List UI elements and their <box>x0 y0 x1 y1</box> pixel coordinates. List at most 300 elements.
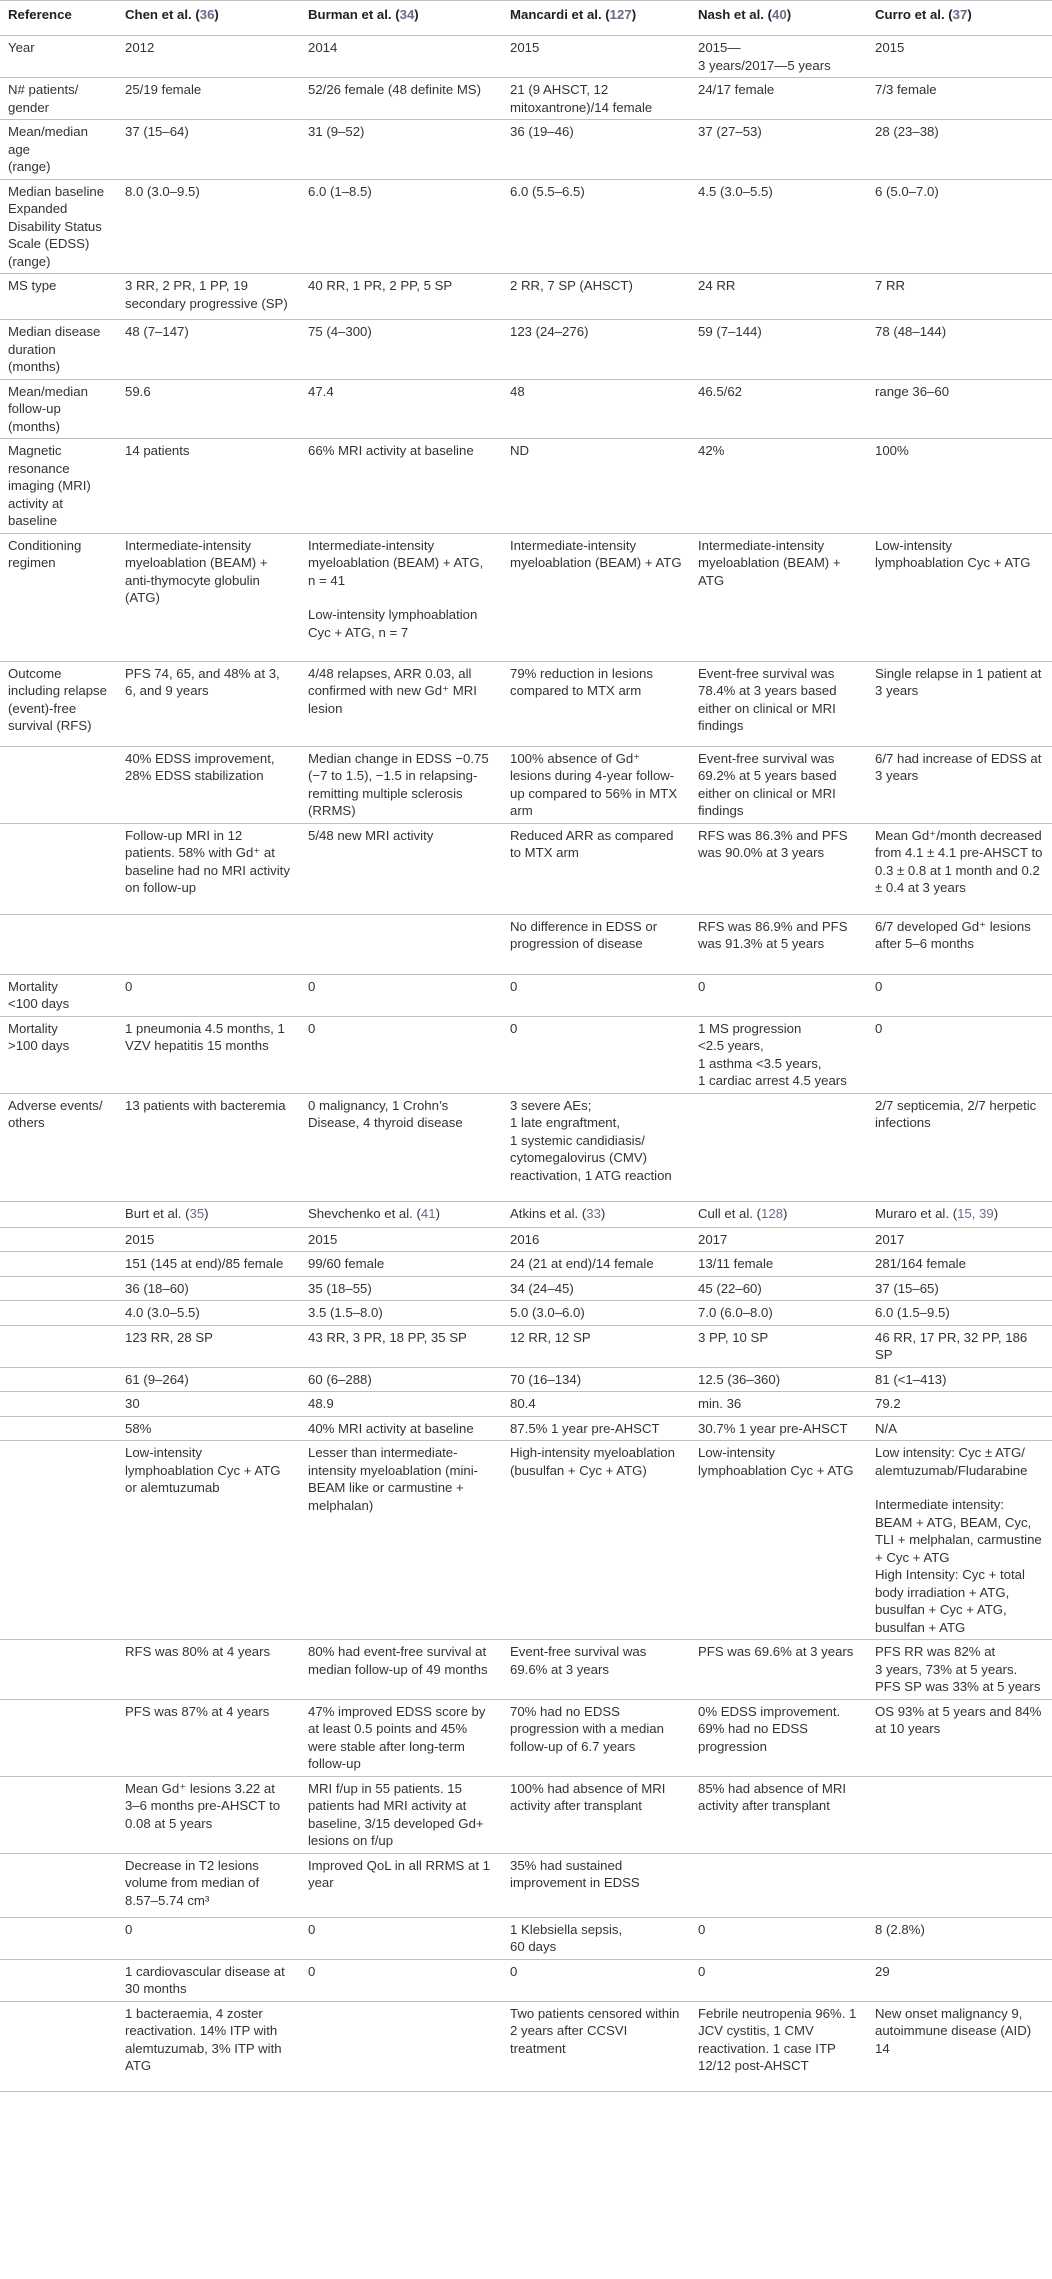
table-row <box>0 1392 1052 1417</box>
table-cell <box>300 379 502 439</box>
table-cell <box>502 1776 690 1853</box>
cell-text: 61 (9–264) <box>125 1371 189 1387</box>
cell-text: 13/11 female <box>698 1256 774 1271</box>
table-cell <box>690 1301 867 1326</box>
cell-text: 70% had no EDSS progression with a median follow-up of 6.7 years <box>510 1703 668 1754</box>
cell-text: 151 (145 at end)/85 female <box>125 1256 284 1271</box>
cell-text: 2017 <box>698 1231 728 1247</box>
cell-text: 2/7 septicemia, 2/7 herpetic infections <box>875 1097 1040 1130</box>
cell-text: 2014 <box>308 40 338 55</box>
table-cell <box>300 1776 502 1853</box>
cell-text: 40% MRI activity at baseline <box>308 1420 474 1436</box>
cell-text: Mean Gd⁺/month decreased from 4.1 ± 4.1 pre-AHSCT to 0.3 ± 0.8 at 1 month and 0.2 ± 0.4 at 3 years <box>875 827 1047 895</box>
table-row <box>0 533 1052 661</box>
study-header: Chen et al. (36) <box>117 1 300 36</box>
row-label: MS type <box>0 274 117 320</box>
cell-text: 47% improved EDSS score by at least 0.5 points and 45% were stable after long-term follow-up <box>308 1703 490 1771</box>
table-cell <box>502 439 690 534</box>
cell-text: 6/7 developed Gd⁺ lesions after 5–6 months <box>875 918 1035 951</box>
cell-text: 12.5 (36–360) <box>698 1371 781 1387</box>
cell-text: 42% <box>698 443 725 458</box>
cell-text: 46.5/62 <box>698 383 742 399</box>
table-cell <box>502 1853 690 1917</box>
table-cell <box>690 974 867 1016</box>
cell-text: 4/48 relapses, ARR 0.03, all confirmed with new Gd⁺ MRI lesion <box>308 665 481 716</box>
table-cell <box>502 2001 690 2091</box>
citation-link[interactable]: 40 <box>772 7 787 22</box>
table-cell <box>502 1959 690 2001</box>
cell-text: 2017 <box>875 1231 905 1247</box>
table-cell <box>300 439 502 534</box>
table-cell <box>690 1227 867 1252</box>
table-cell <box>117 439 300 534</box>
table-cell <box>867 1325 1052 1367</box>
table-cell <box>300 1227 502 1252</box>
table-cell <box>300 78 502 120</box>
table-cell <box>300 823 502 914</box>
table-cell <box>117 533 300 661</box>
cell-text: 40% EDSS improvement, 28% EDSS stabilization <box>125 750 279 783</box>
table-cell <box>690 823 867 914</box>
row-label: Mean/median follow-up (months) <box>0 379 117 439</box>
cell-text: 8.0 (3.0–9.5) <box>125 183 200 199</box>
cell-text: 0 <box>698 1921 706 1937</box>
table-row <box>0 1640 1052 1700</box>
row-label <box>0 1853 117 1917</box>
table-cell <box>117 1301 300 1326</box>
table-cell <box>867 974 1052 1016</box>
table-cell <box>867 274 1052 320</box>
table-cell <box>867 823 1052 914</box>
row-label <box>0 746 117 823</box>
row-label <box>0 2001 117 2091</box>
row-label: Mortality >100 days <box>0 1016 117 1093</box>
cell-text: 1 Klebsiella sepsis, 60 days <box>510 1921 623 1954</box>
table-cell <box>502 974 690 1016</box>
cell-text: 46 RR, 17 PR, 32 PP, 186 SP <box>875 1329 1031 1362</box>
cell-text: Intermediate-intensity myeloablation (BEAM) + anti-thymocyte globulin (ATG) <box>125 537 272 605</box>
citation-link[interactable]: 33 <box>586 1205 601 1221</box>
cell-text: 2015 <box>875 40 905 55</box>
cell-text: Mean Gd⁺ lesions 3.22 at 3–6 months pre-AHSCT to 0.08 at 5 years <box>125 1780 284 1831</box>
table-cell <box>300 1699 502 1776</box>
cell-text: 37 (15–65) <box>875 1280 939 1296</box>
row-label: Magnetic resonance imaging (MRI) activity at baseline <box>0 439 117 534</box>
cell-text: 52/26 female (48 definite MS) <box>308 82 481 97</box>
cell-text: 4.0 (3.0–5.5) <box>125 1305 200 1320</box>
table-cell <box>690 1252 867 1277</box>
cell-text: 0 <box>125 978 133 994</box>
citation-link[interactable]: 35 <box>189 1205 205 1221</box>
table-cell <box>867 179 1052 274</box>
cell-text: 0 <box>510 978 518 994</box>
table-cell <box>690 1853 867 1917</box>
cell-text: New onset malignancy 9, autoimmune disease (AID) 14 <box>875 2005 1035 2056</box>
cell-text: 35% had sustained improvement in EDSS <box>510 1857 640 1890</box>
table-cell <box>300 274 502 320</box>
table-cell <box>690 1640 867 1700</box>
cell-text: 3.5 (1.5–8.0) <box>308 1305 383 1320</box>
cell-text: Reduced ARR as compared to MTX arm <box>510 827 678 860</box>
cell-text: High-intensity myeloablation (busulfan + Cyc + ATG) <box>510 1445 679 1478</box>
cell-text: 24 (21 at end)/14 female <box>510 1256 654 1271</box>
table-cell <box>300 179 502 274</box>
cell-text: Low-intensity lymphoablation Cyc + ATG, n = 7 <box>308 607 482 640</box>
row-label <box>0 1776 117 1853</box>
table-cell <box>300 914 502 974</box>
table-cell <box>867 1276 1052 1301</box>
table-cell <box>690 1093 867 1201</box>
cell-text: 13 patients with bacteremia <box>125 1097 286 1113</box>
row-label <box>0 1227 117 1252</box>
cell-text: PFS 74, 65, and 48% at 3, 6, and 9 years <box>125 665 284 698</box>
table-cell <box>867 1252 1052 1277</box>
table-cell <box>502 274 690 320</box>
cell-text: 2015 <box>125 1231 155 1247</box>
cell-text: 45 (22–60) <box>698 1280 762 1296</box>
table-cell <box>690 78 867 120</box>
table-cell <box>867 439 1052 534</box>
table-cell <box>117 36 300 78</box>
cell-text: 78 (48–144) <box>875 324 947 339</box>
table-row <box>0 36 1052 78</box>
cell-text: 14 patients <box>125 443 190 458</box>
table-cell <box>502 1367 690 1392</box>
citation-link[interactable]: 36 <box>199 7 215 22</box>
citation-link[interactable]: 34 <box>399 7 415 22</box>
row-label <box>0 1699 117 1776</box>
table-cell <box>690 274 867 320</box>
table-cell <box>117 1252 300 1277</box>
cell-text: 59 (7–144) <box>698 324 762 339</box>
row-label <box>0 1416 117 1441</box>
cell-text: 85% had absence of MRI activity after transplant <box>698 1780 850 1813</box>
cell-text: 43 RR, 3 PR, 18 PP, 35 SP <box>308 1329 467 1345</box>
table-cell <box>502 1252 690 1277</box>
citation-link[interactable]: 15, 39 <box>957 1205 994 1221</box>
table-cell <box>300 1392 502 1417</box>
table-cell <box>690 661 867 746</box>
cell-text: 7.0 (6.0–8.0) <box>698 1305 773 1320</box>
cell-text: Two patients censored within 2 years after CCSVI treatment <box>510 2005 684 2056</box>
cell-text: ND <box>510 443 530 458</box>
cell-text: Single relapse in 1 patient at 3 years <box>875 665 1046 698</box>
cell-text: 30 <box>125 1396 140 1411</box>
table-cell <box>502 1227 690 1252</box>
cell-text: Low-intensity lymphoablation Cyc + ATG <box>875 537 1031 570</box>
table-cell <box>117 320 300 380</box>
table-cell <box>300 1441 502 1640</box>
table-row <box>0 274 1052 320</box>
citation-link[interactable]: 41 <box>420 1205 436 1221</box>
table-row <box>0 1959 1052 2001</box>
study-header: Curro et al. (37) <box>867 1 1052 36</box>
study-header: Burman et al. (34) <box>300 1 502 36</box>
cell-text: Low-intensity lymphoablation Cyc + ATG <box>698 1445 854 1478</box>
table-cell <box>300 1640 502 1700</box>
table-cell <box>867 320 1052 380</box>
table-cell <box>502 914 690 974</box>
citation-link[interactable]: 127 <box>609 7 632 22</box>
cell-text: OS 93% at 5 years and 84% at 10 years <box>875 1703 1046 1736</box>
table-cell <box>300 1917 502 1959</box>
table-cell <box>867 120 1052 180</box>
table-cell <box>867 2001 1052 2091</box>
table-cell <box>502 823 690 914</box>
cell-text: 0 <box>308 1020 316 1036</box>
cell-text: 2 RR, 7 SP (AHSCT) <box>510 278 633 293</box>
table-cell <box>300 746 502 823</box>
cell-text: 36 (19–46) <box>510 124 574 139</box>
cell-text: 4.5 (3.0–5.5) <box>698 183 773 199</box>
cell-text: range 36–60 <box>875 383 950 399</box>
table-row <box>0 1301 1052 1326</box>
table-cell <box>300 320 502 380</box>
table-cell <box>867 1853 1052 1917</box>
table-cell <box>117 661 300 746</box>
table-cell <box>502 379 690 439</box>
cell-text: 34 (24–45) <box>510 1280 574 1296</box>
row-label <box>0 823 117 914</box>
table-cell <box>502 320 690 380</box>
cell-text: 3 PP, 10 SP <box>698 1329 769 1345</box>
cell-text: 123 (24–276) <box>510 324 589 339</box>
cell-text: 2015 <box>510 40 540 55</box>
cell-text: Low intensity: Cyc ± ATG/ alemtuzumab/Fludarabine <box>875 1445 1029 1478</box>
table-cell <box>300 1276 502 1301</box>
table-cell <box>690 1441 867 1640</box>
table-cell <box>690 1016 867 1093</box>
cell-text: 87.5% 1 year pre-AHSCT <box>510 1420 660 1436</box>
cell-text: RFS was 80% at 4 years <box>125 1644 271 1659</box>
table-cell <box>117 974 300 1016</box>
cell-text: 1 pneumonia 4.5 months, 1 VZV hepatitis 15 months <box>125 1020 289 1053</box>
table-cell <box>117 1959 300 2001</box>
table-cell <box>690 36 867 78</box>
cell-text: 48 <box>510 383 525 399</box>
cell-text: 48 (7–147) <box>125 324 189 339</box>
cell-text: 1 cardiovascular disease at 30 months <box>125 1963 289 1996</box>
cell-text: RFS was 86.3% and PFS was 90.0% at 3 years <box>698 827 852 860</box>
cell-text: 6.0 (1.5–9.5) <box>875 1305 950 1320</box>
table-cell <box>502 1093 690 1201</box>
table-cell <box>117 1853 300 1917</box>
table-cell <box>117 78 300 120</box>
row-label <box>0 1392 117 1417</box>
study-header: Burt et al. (35) <box>117 1201 300 1227</box>
cell-text: Febrile neutropenia 96%. 1 JCV cystitis, 1 CMV reactivation. 1 case ITP 12/12 post-AHSCT <box>698 2005 861 2073</box>
table-cell <box>300 1093 502 1201</box>
cell-text: 48.9 <box>308 1396 334 1411</box>
cell-text: Lesser than intermediate-intensity myeloablation (mini-BEAM like or carmustine + melphalan) <box>308 1445 479 1513</box>
table-cell <box>300 1853 502 1917</box>
table-cell <box>502 36 690 78</box>
cell-text: min. 36 <box>698 1396 742 1411</box>
table-cell <box>502 746 690 823</box>
cell-text: 35 (18–55) <box>308 1280 372 1296</box>
row-label <box>0 1959 117 2001</box>
cell-text: 7 RR <box>875 278 906 293</box>
cell-text: 80% had event-free survival at median follow-up of 49 months <box>308 1644 490 1677</box>
table-cell <box>690 120 867 180</box>
cell-text: 2016 <box>510 1231 540 1247</box>
table-cell <box>117 2001 300 2091</box>
table-cell <box>300 1016 502 1093</box>
table-cell <box>502 179 690 274</box>
table-cell <box>690 533 867 661</box>
row-label: Mean/median age (range) <box>0 120 117 180</box>
table-row <box>0 179 1052 274</box>
table-cell <box>690 2001 867 2091</box>
cell-text: 6 (5.0–7.0) <box>875 183 939 199</box>
cell-text: 123 RR, 28 SP <box>125 1329 213 1345</box>
table-cell <box>867 1093 1052 1201</box>
cell-text: 79.2 <box>875 1396 901 1411</box>
row-label <box>0 914 117 974</box>
cell-text: Event-free survival was 78.4% at 3 years based either on clinical or MRI findings <box>698 665 841 733</box>
table-cell <box>867 1776 1052 1853</box>
row-label: Median disease duration (months) <box>0 320 117 380</box>
row-label: N# patients/ gender <box>0 78 117 120</box>
table-row <box>0 1093 1052 1201</box>
table-cell <box>867 379 1052 439</box>
table-cell <box>117 1441 300 1640</box>
study-header: Shevchenko et al. (41) <box>300 1201 502 1227</box>
row-label <box>0 1276 117 1301</box>
study-header: Nash et al. (40) <box>690 1 867 36</box>
cell-text: 2015— 3 years/2017—5 years <box>698 40 831 73</box>
table-cell <box>867 1016 1052 1093</box>
cell-text: 3 RR, 2 PR, 1 PP, 19 secondary progressive (SP) <box>125 278 288 311</box>
table-cell <box>502 1917 690 1959</box>
table-row <box>0 1776 1052 1853</box>
cell-text: PFS was 87% at 4 years <box>125 1703 270 1719</box>
table-cell <box>690 1416 867 1441</box>
table-cell <box>300 1301 502 1326</box>
study-header: Cull et al. (128) <box>690 1201 867 1227</box>
table-cell <box>117 120 300 180</box>
row-label <box>0 1367 117 1392</box>
table-cell <box>117 179 300 274</box>
table-cell <box>502 1441 690 1640</box>
table-cell <box>690 914 867 974</box>
cell-text: Follow-up MRI in 12 patients. 58% with Gd⁺ at baseline had no MRI activity on follow-up <box>125 827 294 895</box>
cell-text: RFS was 86.9% and PFS was 91.3% at 5 years <box>698 918 852 951</box>
table-cell <box>867 1227 1052 1252</box>
cell-text: 0 <box>308 1963 316 1979</box>
table-cell <box>117 379 300 439</box>
table-cell <box>502 1325 690 1367</box>
cell-text: N/A <box>875 1420 897 1436</box>
table-cell <box>502 78 690 120</box>
row-label: Adverse events/ others <box>0 1093 117 1201</box>
row-label <box>0 1252 117 1277</box>
reference-header: Reference <box>0 1 117 36</box>
citation-link[interactable]: 128 <box>761 1205 784 1221</box>
cell-text: 0 malignancy, 1 Crohn’s Disease, 4 thyroid disease <box>308 1097 463 1130</box>
cell-text: 36 (18–60) <box>125 1280 189 1296</box>
cell-text: 21 (9 AHSCT, 12 mitoxantrone)/14 female <box>510 82 653 115</box>
cell-text: 81 (<1–413) <box>875 1371 947 1387</box>
cell-text: No difference in EDSS or progression of disease <box>510 918 661 951</box>
table-cell <box>690 179 867 274</box>
cell-text: Intermediate intensity: BEAM + ATG, BEAM, Cyc, TLI + melphalan, carmustine + Cyc + ATG High Intensity: Cyc + total body irradiation + ATG, busulfan + Cyc + ATG, busulfan + ATG <box>875 1497 1042 1635</box>
cell-text: 24 RR <box>698 278 736 293</box>
cell-text: Decrease in T2 lesions volume from median of 8.57–5.74 cm³ <box>125 1857 263 1908</box>
cell-text: 47.4 <box>308 383 334 399</box>
table-cell <box>117 1325 300 1367</box>
study-header: Atkins et al. (33) <box>502 1201 690 1227</box>
cell-text: Intermediate-intensity myeloablation (BEAM) + ATG, n = 41 <box>308 537 484 588</box>
table-cell <box>502 1392 690 1417</box>
cell-text: 1 bacteraemia, 4 zoster reactivation. 14% ITP with alemtuzumab, 3% ITP with ATG <box>125 2005 285 2073</box>
cell-text: PFS was 69.6% at 3 years <box>698 1644 854 1659</box>
table-cell <box>690 1392 867 1417</box>
cell-text: 12 RR, 12 SP <box>510 1329 591 1345</box>
table-cell <box>300 661 502 746</box>
table-cell <box>117 823 300 914</box>
table-cell <box>867 1917 1052 1959</box>
table-cell <box>300 1367 502 1392</box>
table-cell <box>117 914 300 974</box>
cell-text: 31 (9–52) <box>308 124 365 139</box>
table-cell <box>300 1325 502 1367</box>
study-header: Muraro et al. (15, 39) <box>867 1201 1052 1227</box>
table-cell <box>502 1699 690 1776</box>
table-row <box>0 1699 1052 1776</box>
table-cell <box>502 1640 690 1700</box>
table-cell <box>690 379 867 439</box>
table-cell <box>300 533 502 661</box>
table-cell <box>690 1276 867 1301</box>
cell-text: Intermediate-intensity myeloablation (BEAM) + ATG <box>698 537 844 588</box>
table-cell <box>690 320 867 380</box>
cell-text: 5/48 new MRI activity <box>308 827 434 843</box>
table-cell <box>867 1416 1052 1441</box>
cell-text: Improved QoL in all RRMS at 1 year <box>308 1857 494 1890</box>
table-cell <box>117 1917 300 1959</box>
row-label: Conditioning regimen <box>0 533 117 661</box>
table-cell <box>867 661 1052 746</box>
table-cell <box>117 1392 300 1417</box>
row-label: Mortality <100 days <box>0 974 117 1016</box>
table-cell <box>690 1776 867 1853</box>
cell-text: 79% reduction in lesions compared to MTX arm <box>510 665 657 698</box>
table-row <box>0 2001 1052 2091</box>
cell-text: 25/19 female <box>125 82 202 97</box>
cell-text: 2015 <box>308 1231 338 1247</box>
cell-text: Intermediate-intensity myeloablation (BEAM) + ATG <box>510 537 682 570</box>
table-cell <box>867 746 1052 823</box>
table-cell <box>117 1640 300 1700</box>
table-cell <box>867 1367 1052 1392</box>
cell-text: 100% had absence of MRI activity after transplant <box>510 1780 670 1813</box>
cell-text: 60 (6–288) <box>308 1371 372 1387</box>
table-row <box>0 1441 1052 1640</box>
cell-text: Event-free survival was 69.2% at 5 years based either on clinical or MRI findings <box>698 750 841 818</box>
table-cell <box>502 120 690 180</box>
cell-text: 2012 <box>125 40 155 55</box>
cell-text: 1 MS progression <2.5 years, 1 asthma <3.5 years, 1 cardiac arrest 4.5 years <box>698 1020 847 1088</box>
table-cell <box>502 1301 690 1326</box>
table-cell <box>867 1441 1052 1640</box>
table-row <box>0 1016 1052 1093</box>
row-label <box>0 1201 117 1227</box>
citation-link[interactable]: 37 <box>952 7 968 22</box>
table-row <box>0 914 1052 974</box>
table-cell <box>690 1367 867 1392</box>
cell-text: 7/3 female <box>875 82 937 97</box>
